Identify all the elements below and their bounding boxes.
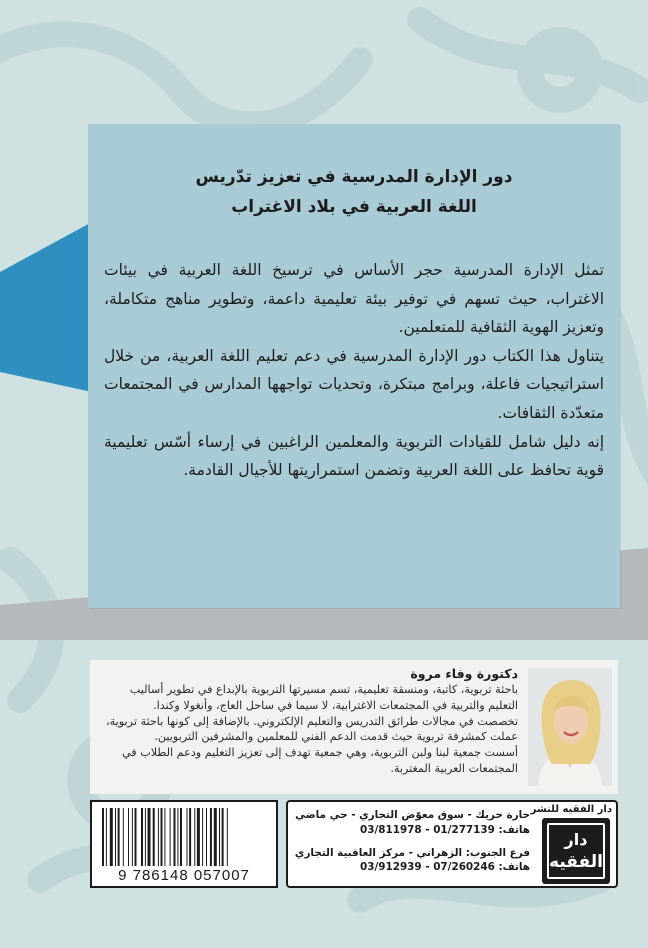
author-bio-line: تخصصت في مجالات طرائق التدريس والتعليم الإلكتروني. بالإضافة إلى كونها باحثة تربوية، xyxy=(106,714,518,728)
publisher-address-line: فرع الجنوب: الزهراني - مركز العاقبية التجاري xyxy=(294,846,530,859)
author-bio-line: باحثة تربوية، كاتبة، ومنسقة تعليمية، تسم مسيرتها التربوية بالإبداع في تطوير أساليب xyxy=(129,683,518,696)
publisher-logo-text: دار xyxy=(564,830,588,849)
author-bio xyxy=(94,682,518,777)
barcode-bar xyxy=(158,808,159,866)
barcode-bar xyxy=(210,808,212,866)
publisher-name: دار الفقيه للنشر xyxy=(530,804,612,815)
barcode-bar xyxy=(128,808,129,866)
book-title-line-1: دور الإدارة المدرسية في تعزيز تدّريس xyxy=(195,167,513,187)
author-bio-line: عملت كمشرفة تربوية حيث قدمت الدعم الفني للمعلمين والمشرفين التربويين. xyxy=(154,730,518,744)
barcode-bar xyxy=(106,808,107,866)
barcode-bar xyxy=(118,808,120,866)
book-title-line-2: اللغة العربية في بلاد الاغتراب xyxy=(231,197,477,217)
barcode-bar xyxy=(202,808,203,866)
author-bio-line: المجتمعات العربية المغتربة. xyxy=(390,761,518,775)
barcode-bar xyxy=(164,808,165,866)
barcode-bar xyxy=(161,808,163,866)
barcode-bar xyxy=(132,808,133,866)
barcode-bar xyxy=(189,808,191,866)
publisher-phone-line: هاتف: 07/260246 - 03/912939 xyxy=(360,861,530,874)
publisher-address-line: حارة حريك - سوق معوّض التجاري - حي ماضي xyxy=(295,809,530,821)
book-title xyxy=(88,162,620,222)
barcode-bar xyxy=(141,808,143,866)
publisher-section xyxy=(286,800,618,888)
barcode-bar xyxy=(115,808,116,866)
barcode-bar xyxy=(148,808,151,866)
barcode-bar xyxy=(135,808,137,866)
publisher-logo-text: الفقيه xyxy=(549,852,603,872)
isbn-number: 9 786148 057007 xyxy=(118,867,250,884)
barcode-bar xyxy=(174,808,176,866)
barcode-bar xyxy=(206,808,207,866)
barcode-bar xyxy=(153,808,155,866)
publisher-address xyxy=(294,808,530,875)
barcode-bar xyxy=(197,808,200,866)
barcode-bar xyxy=(214,808,217,866)
barcode-bar xyxy=(180,808,182,866)
barcode-bar xyxy=(219,808,220,866)
publisher-phone-line: هاتف: 01/277139 - 03/811978 xyxy=(360,823,530,836)
author-section xyxy=(90,660,618,794)
description-paragraph: يتناول هذا الكتاب دور الإدارة المدرسية في دعم تعليم اللغة العربية، من خلال استراتيجيات فاعلة، وبرامج مبتكرة، وتحديات تواجهها المدارس في المجتمعات متعدّدة الثقافات. xyxy=(104,346,604,422)
book-description xyxy=(104,256,604,485)
barcode-bar xyxy=(187,808,188,866)
barcode-bar xyxy=(227,808,228,866)
author-photo xyxy=(528,668,612,786)
barcode-bar xyxy=(110,808,113,866)
publisher-logo xyxy=(542,818,610,884)
barcode-bar xyxy=(222,808,224,866)
barcode-bar xyxy=(170,808,171,866)
barcode-bar xyxy=(177,808,178,866)
barcode-bar xyxy=(123,808,124,866)
barcode-bar xyxy=(145,808,146,866)
description-panel xyxy=(88,124,620,608)
author-name: دكتورة وفاء مروة xyxy=(410,666,518,681)
author-bio-line: أسست جمعية لبنا ولبن التربوية، وهي جمعية تهدف إلى تعزيز التعليم ودعم الطلاب في xyxy=(121,746,518,760)
description-paragraph: تمثل الإدارة المدرسية حجر الأساس في ترسيخ اللغة العربية في بيئات الاغتراب، حيث تسهم في توفير بيئة تعليمية داعمة، وتطوير مناهج متكاملة، وتعزيز الهوية الثقافية للمتعلمين. xyxy=(104,261,604,337)
author-bio-line: التعليم والتربية في المجتمعات الاغترابية، لا سيما في ساحل العاج، وأنغولا وكندا. xyxy=(153,698,518,712)
description-paragraph: إنه دليل شامل للقيادات التربوية والمعلمين الراغبين في إرساء أسّس تعليمية قوية تحافظ على اللغة العربية وتضمن استمراريتها للأجيال القادمة. xyxy=(104,432,604,480)
barcode-bar xyxy=(194,808,195,866)
barcode-bar xyxy=(102,808,104,866)
isbn-barcode xyxy=(90,800,278,888)
